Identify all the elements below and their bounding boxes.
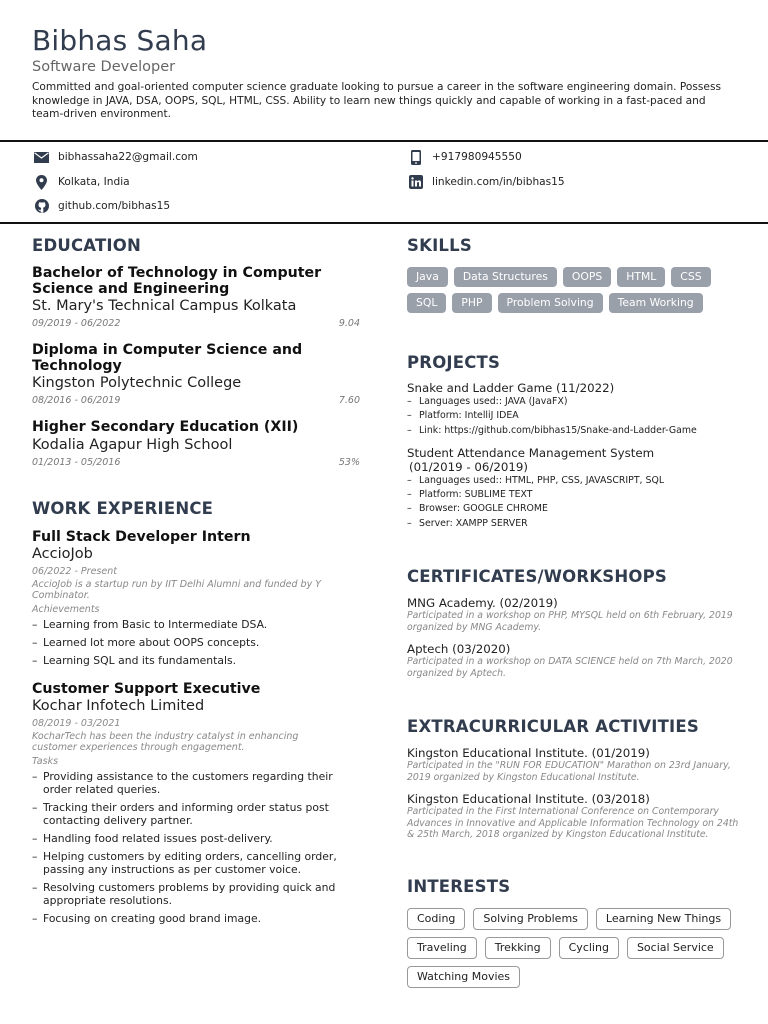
contact-linkedin[interactable] bbox=[408, 174, 565, 190]
certificate-name: Aptech (03/2020) bbox=[407, 642, 511, 657]
education-item bbox=[32, 343, 360, 407]
right-column bbox=[407, 236, 743, 988]
skills-title: SKILLS bbox=[407, 236, 472, 255]
linkedin-icon bbox=[408, 175, 423, 190]
certificate-description: Participated in a workshop on PHP, MYSQL held on 6th February, 2019 organized by MNG Academy. bbox=[407, 610, 733, 633]
activity-name: Kingston Educational Institute. (03/2018) bbox=[407, 792, 650, 807]
top-divider bbox=[0, 140, 768, 142]
project-detail: – Platform: SUBLIME TEXT bbox=[407, 488, 743, 502]
job-dates: 06/2022 - Present bbox=[32, 565, 117, 577]
activity-name: Kingston Educational Institute. (01/2019) bbox=[407, 746, 650, 761]
interest-tag: Cycling bbox=[559, 937, 619, 959]
project-dates: (01/2019 - 06/2019) bbox=[409, 459, 528, 474]
project-detail: – Platform: IntelliJ IDEA bbox=[407, 409, 743, 423]
company-name: AccioJob bbox=[32, 545, 93, 562]
school-name: St. Mary's Technical Campus Kolkata bbox=[32, 298, 297, 314]
job-title: Full Stack Developer Intern bbox=[32, 528, 251, 545]
skill-tag: Team Working bbox=[609, 293, 703, 313]
certificates-title: CERTIFICATES/WORKSHOPS bbox=[407, 567, 667, 587]
education-score: 53% bbox=[338, 456, 360, 468]
skills-list bbox=[407, 267, 743, 313]
job-item bbox=[32, 529, 360, 667]
certificate-item bbox=[407, 642, 743, 679]
job-dates: 08/2019 - 03/2021 bbox=[32, 717, 121, 729]
contact-location bbox=[34, 174, 130, 190]
phone-text: +917980945550 bbox=[432, 151, 522, 163]
bullet-item: – Learning SQL and its fundamentals. bbox=[32, 654, 360, 667]
left-column bbox=[32, 236, 360, 925]
job-title: Customer Support Executive bbox=[32, 680, 261, 697]
candidate-role: Software Developer bbox=[32, 59, 176, 75]
interest-tag: Solving Problems bbox=[473, 908, 588, 930]
interests-title: INTERESTS bbox=[407, 876, 511, 896]
phone-icon bbox=[408, 150, 423, 165]
bullet-item: – Learned lot more about OOPS concepts. bbox=[32, 636, 360, 649]
email-text: bibhassaha22@gmail.com bbox=[58, 151, 198, 163]
activity-description: Participated in the First International Conference on Contemporary Advances in Innovative and Applicable Information Technology on 24th & 25th March, 2018 organized by Kingston Educational Institute. bbox=[407, 806, 739, 841]
company-name: Kochar Infotech Limited bbox=[32, 697, 205, 714]
certificate-name: MNG Academy. (02/2019) bbox=[407, 596, 558, 611]
certificate-item bbox=[407, 596, 743, 633]
contact-github[interactable] bbox=[34, 198, 170, 214]
education-score: 7.60 bbox=[338, 395, 360, 406]
job-subheading: Achievements bbox=[32, 603, 100, 615]
project-name: Student Attendance Management System bbox=[407, 445, 655, 460]
job-bullets bbox=[32, 618, 360, 667]
education-dates: 08/2016 - 06/2019 bbox=[32, 395, 121, 406]
education-item bbox=[32, 266, 360, 330]
projects-title: PROJECTS bbox=[407, 353, 501, 372]
bullet-item: – Providing assistance to the customers regarding their order related queries. bbox=[32, 770, 352, 796]
bullet-item: – Learning from Basic to Intermediate DSA. bbox=[32, 618, 360, 631]
project-item bbox=[407, 381, 743, 438]
project-item bbox=[407, 446, 743, 531]
interest-tag: Trekking bbox=[485, 937, 551, 959]
certificate-description: Participated in a workshop on DATA SCIENCE held on 7th March, 2020 organized by Aptech. bbox=[407, 656, 733, 679]
contact-divider bbox=[0, 222, 768, 224]
skill-tag: PHP bbox=[452, 293, 491, 313]
bullet-item: – Helping customers by editing orders, cancelling order, passing any instructions as per customer voice. bbox=[32, 850, 352, 876]
interest-tag: Learning New Things bbox=[596, 908, 731, 930]
interest-tag: Coding bbox=[407, 908, 465, 930]
bullet-item: – Handling food related issues post-delivery. bbox=[32, 832, 352, 845]
school-name: Kingston Polytechnic College bbox=[32, 375, 242, 391]
interest-tag: Traveling bbox=[407, 937, 477, 959]
education-dates-row bbox=[32, 456, 360, 469]
education-dates-row bbox=[32, 317, 360, 330]
skill-tag: Java bbox=[407, 267, 448, 287]
education-dates: 09/2019 - 06/2022 bbox=[32, 318, 121, 329]
project-detail: – Link: https://github.com/bibhas15/Snake-and-Ladder-Game bbox=[407, 424, 743, 438]
contact-phone[interactable] bbox=[408, 149, 522, 165]
interests-list bbox=[407, 908, 743, 988]
education-title: EDUCATION bbox=[32, 236, 141, 255]
activity-description: Participated in the "RUN FOR EDUCATION" Marathon on 23rd January, 2019 organized by Kingston Educational Institute. bbox=[407, 760, 731, 783]
skill-tag: Problem Solving bbox=[498, 293, 603, 313]
skill-tag: SQL bbox=[407, 293, 446, 313]
interest-tag: Watching Movies bbox=[407, 966, 520, 988]
education-score: 9.04 bbox=[338, 318, 360, 329]
skill-tag: Data Structures bbox=[454, 267, 557, 287]
github-text: github.com/bibhas15 bbox=[58, 200, 171, 212]
project-name: Snake and Ladder Game (11/2022) bbox=[407, 381, 615, 395]
activity-item bbox=[407, 746, 743, 783]
resume-header bbox=[32, 24, 742, 122]
skill-tag: CSS bbox=[671, 267, 710, 287]
education-dates: 01/2013 - 05/2016 bbox=[32, 456, 121, 468]
extracurricular-title: EXTRACURRICULAR ACTIVITIES bbox=[407, 717, 699, 737]
bullet-item: – Focusing on creating good brand image. bbox=[32, 912, 352, 925]
job-subheading: Tasks bbox=[32, 755, 59, 767]
github-icon bbox=[34, 199, 49, 214]
job-bullets bbox=[32, 770, 352, 925]
project-detail: – Server: XAMPP SERVER bbox=[407, 517, 743, 531]
project-detail: – Languages used:: HTML, PHP, CSS, JAVASCRIPT, SQL bbox=[407, 474, 743, 488]
job-item bbox=[32, 681, 360, 925]
job-description: AccioJob is a startup run by IIT Delhi Alumni and funded by Y Combinator. bbox=[32, 578, 322, 601]
email-icon bbox=[34, 150, 49, 165]
skill-tag: HTML bbox=[617, 267, 665, 287]
candidate-name: Bibhas Saha bbox=[32, 24, 208, 57]
summary-text: Committed and goal-oriented computer science graduate looking to pursue a career in the software engineering domain. Possess knowledge in JAVA, DSA, OOPS, SQL, HTML, CSS. Ability to learn new things quickly and capable of working in a fast-paced and team-driven environment. bbox=[32, 81, 721, 120]
interest-tag: Social Service bbox=[627, 937, 724, 959]
degree-title: Bachelor of Technology in Computer Science and Engineering bbox=[32, 265, 322, 297]
location-text: Kolkata, India bbox=[58, 176, 130, 188]
job-description: KocharTech has been the industry catalyst in enhancing customer experiences through engagement. bbox=[32, 730, 299, 753]
skill-tag: OOPS bbox=[563, 267, 611, 287]
project-detail: – Browser: GOOGLE CHROME bbox=[407, 502, 743, 516]
degree-title: Higher Secondary Education (XII) bbox=[32, 419, 299, 435]
project-details bbox=[407, 395, 743, 438]
work-title: WORK EXPERIENCE bbox=[32, 498, 214, 518]
project-detail: – Languages used:: JAVA (JavaFX) bbox=[407, 395, 743, 409]
contact-email[interactable] bbox=[34, 149, 198, 165]
education-dates-row bbox=[32, 394, 360, 407]
activity-item bbox=[407, 792, 743, 841]
project-details bbox=[407, 474, 743, 531]
linkedin-text: linkedin.com/in/bibhas15 bbox=[432, 176, 565, 188]
school-name: Kodalia Agapur High School bbox=[32, 436, 233, 453]
bullet-item: – Tracking their orders and informing order status post contacting delivery partner. bbox=[32, 801, 352, 827]
location-icon bbox=[34, 175, 49, 190]
bullet-item: – Resolving customers problems by providing quick and appropriate resolutions. bbox=[32, 881, 352, 907]
education-item bbox=[32, 420, 360, 469]
degree-title: Diploma in Computer Science and Technology bbox=[32, 342, 303, 374]
